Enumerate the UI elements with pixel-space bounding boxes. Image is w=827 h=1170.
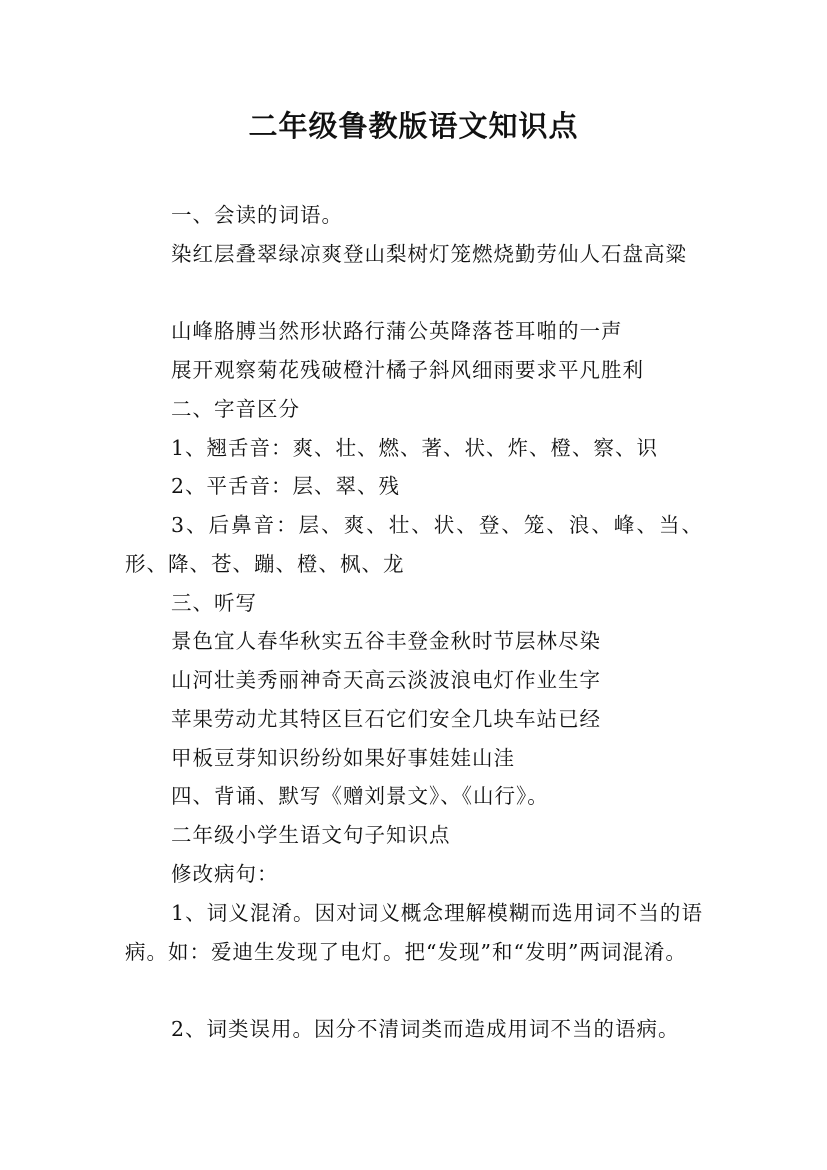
paragraph: 山峰胳膊当然形状路行蒲公英降落苍耳啪的一声	[171, 319, 623, 343]
paragraph: 苹果劳动尤其特区巨石它们安全几块车站已经	[171, 707, 601, 731]
paragraph: 甲板豆芽知识纷纷如果好事娃娃山洼	[171, 746, 515, 770]
paragraph: 修改病句：	[171, 862, 279, 886]
section-heading: 二年级小学生语文句子知识点	[171, 823, 451, 847]
section-heading: 一、会读的词语。	[171, 203, 343, 227]
paragraph: 山河壮美秀丽神奇天高云淡波浪电灯作业生字	[171, 668, 601, 692]
section-heading: 四、背诵、默写《赠刘景文》、《山行》。	[171, 784, 549, 808]
paragraph: 1、翘舌音：爽、壮、燃、著、状、炸、橙、察、识	[171, 436, 659, 460]
paragraph: 展开观察菊花残破橙汁橘子斜风细雨要求平凡胜利	[171, 358, 644, 382]
section-heading: 三、听写	[171, 591, 257, 615]
paragraph: 2、平舌音：层、翠、残	[171, 474, 401, 498]
paragraph: 1、词义混淆。因对词义概念理解模糊而选用词不当的语病。如：爱迪生发现了电灯。把“发现”和“发明”两词混淆。	[125, 901, 703, 964]
section-heading: 二、字音区分	[171, 397, 300, 421]
paragraph: 2、词类误用。因分不清词类而造成用词不当的语病。	[171, 1017, 680, 1041]
paragraph: 景色宜人春华秋实五谷丰登金秋时节层林尽染	[171, 629, 601, 653]
paragraph: 3、后鼻音：层、爽、壮、状、登、笼、浪、峰、当、形、降、苍、蹦、橙、枫、龙	[125, 513, 703, 576]
paragraph: 染红层叠翠绿凉爽登山梨树灯笼燃烧勤劳仙人石盘高粱	[171, 242, 687, 266]
document-title: 二年级鲁教版语文知识点	[248, 109, 579, 143]
